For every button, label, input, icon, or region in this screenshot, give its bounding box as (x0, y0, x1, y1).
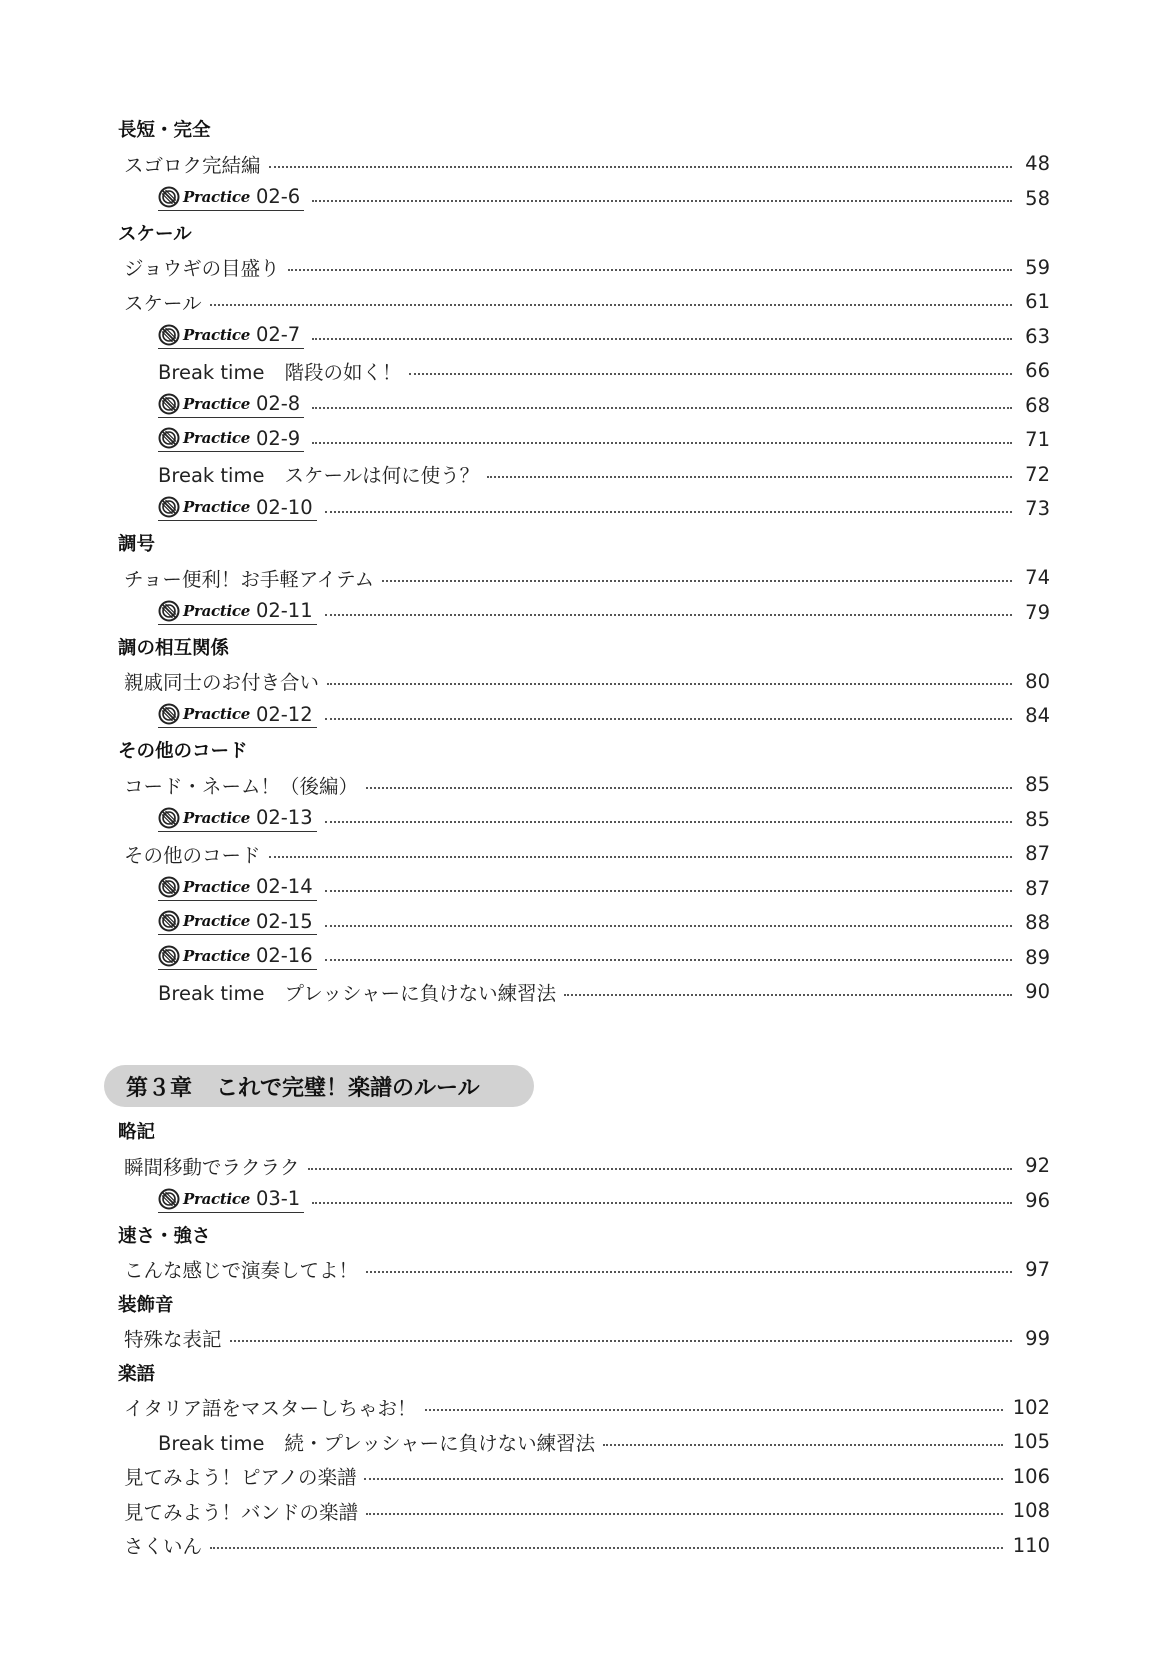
toc-entry[interactable] (118, 1321, 1050, 1356)
page-number: 48 (1025, 152, 1050, 176)
dot-leader (382, 580, 1012, 582)
practice-label (158, 908, 317, 935)
practice-word: Practice (183, 394, 250, 413)
practice-word: Practice (183, 429, 250, 448)
page-number: 80 (1025, 669, 1050, 693)
dot-leader (327, 683, 1012, 685)
practice-note-icon (158, 910, 180, 932)
toc-entry[interactable] (118, 561, 1050, 596)
practice-number: 02-13 (255, 806, 313, 830)
toc-entry-title (158, 598, 325, 627)
toc-section-chapter-2 (118, 112, 1050, 1009)
toc-entry-title (158, 1428, 603, 1456)
page-number: 102 (1012, 1395, 1050, 1419)
practice-number: 02-6 (255, 185, 301, 209)
toc-entry-title: チョー便利！お手軽アイテム (124, 567, 375, 591)
page-number: 85 (1025, 773, 1050, 797)
dot-leader (325, 718, 1012, 720)
toc-practice-entry[interactable] (118, 906, 1050, 941)
chapter-label: 第３章 (126, 1075, 193, 1101)
page-number: 90 (1025, 980, 1050, 1004)
practice-word: Practice (183, 877, 250, 896)
practice-number: 02-7 (255, 323, 301, 347)
dot-leader (425, 1409, 1003, 1411)
practice-number: 02-16 (255, 944, 313, 968)
toc-section-heading: 装飾音 (118, 1294, 174, 1316)
chapter-banner (104, 1065, 534, 1107)
practice-label (158, 322, 304, 349)
practice-number: 02-12 (255, 702, 313, 726)
break-time-label: Break time (158, 464, 265, 488)
practice-number: 02-8 (255, 392, 301, 416)
dot-leader (325, 959, 1012, 961)
practice-word: Practice (183, 946, 250, 965)
dot-leader (366, 787, 1012, 789)
dot-leader (564, 994, 1012, 996)
toc-practice-entry[interactable] (118, 871, 1050, 906)
toc-entry-title: 親戚同士のお付き合い (124, 671, 320, 695)
toc-entry-title (158, 357, 409, 385)
toc-practice-entry[interactable] (118, 319, 1050, 354)
page-number: 79 (1025, 600, 1050, 624)
dot-leader (210, 1547, 1003, 1549)
dot-leader (312, 442, 1012, 444)
toc-entry-title (158, 701, 325, 730)
page-number: 88 (1025, 911, 1050, 935)
dot-leader (308, 1168, 1012, 1170)
practice-note-icon (158, 1188, 180, 1210)
toc-practice-entry[interactable] (118, 802, 1050, 837)
practice-number: 02-15 (255, 909, 313, 933)
toc-entry[interactable] (118, 250, 1050, 285)
toc-entry-title (158, 391, 312, 420)
practice-word: Practice (183, 1189, 250, 1208)
page-number: 73 (1025, 497, 1050, 521)
toc-entry-title (158, 322, 312, 351)
practice-label (158, 1186, 304, 1213)
dot-leader (366, 1513, 1003, 1515)
toc-entry[interactable] (118, 1149, 1050, 1184)
toc-entry-title (158, 1186, 312, 1215)
practice-note-icon (158, 807, 180, 829)
practice-note-icon-graphic (158, 807, 180, 829)
practice-note-icon (158, 324, 180, 346)
toc-section-heading: 速さ・強さ (118, 1225, 211, 1247)
dot-leader (288, 269, 1012, 271)
dot-leader (312, 338, 1012, 340)
toc-break-time-entry[interactable] (118, 1425, 1050, 1460)
dot-leader (312, 1202, 1012, 1204)
toc-entry[interactable] (118, 285, 1050, 320)
toc-entry-title: 見てみよう！バンドの楽譜 (124, 1500, 359, 1524)
dot-leader (487, 476, 1012, 478)
page-number: 66 (1025, 359, 1050, 383)
dot-leader (409, 373, 1012, 375)
practice-note-icon-graphic (158, 496, 180, 518)
page-number: 59 (1025, 255, 1050, 279)
chapter-title: これで完璧！楽譜のルール (216, 1075, 480, 1101)
practice-note-icon (158, 186, 180, 208)
dot-leader (230, 1340, 1012, 1342)
page-number: 63 (1025, 324, 1050, 348)
dot-leader (325, 890, 1012, 892)
practice-note-icon (158, 945, 180, 967)
practice-note-icon (158, 393, 180, 415)
practice-word: Practice (183, 705, 250, 724)
toc-entry[interactable] (118, 1528, 1050, 1563)
toc-entry-title (158, 494, 325, 523)
toc-entry-title: イタリア語をマスターしちゃお！ (124, 1397, 417, 1421)
toc-break-time-entry[interactable] (118, 975, 1050, 1010)
practice-note-icon (158, 703, 180, 725)
practice-note-icon-graphic (158, 876, 180, 898)
break-time-label: Break time (158, 360, 265, 384)
page-number: 96 (1025, 1188, 1050, 1212)
toc-entry[interactable] (118, 768, 1050, 803)
page-number: 105 (1012, 1430, 1050, 1454)
practice-word: Practice (183, 325, 250, 344)
toc-entry-title (158, 805, 325, 834)
practice-note-icon-graphic (158, 393, 180, 415)
dot-leader (269, 856, 1012, 858)
dot-leader (366, 1271, 1012, 1273)
toc-entry-title (158, 908, 325, 937)
practice-note-icon (158, 496, 180, 518)
practice-number: 02-10 (255, 495, 313, 519)
toc-entry-title (158, 943, 325, 972)
toc-practice-entry[interactable] (118, 492, 1050, 527)
toc-entry-title (158, 978, 564, 1006)
toc-entry-title: ジョウギの目盛り (124, 257, 280, 281)
practice-note-icon (158, 600, 180, 622)
toc-entry[interactable] (118, 1459, 1050, 1494)
practice-note-icon-graphic (158, 910, 180, 932)
practice-word: Practice (183, 808, 250, 827)
toc-section-heading: その他のコード (118, 741, 248, 763)
toc-entry-title: コード・ネーム！（後編） (124, 774, 359, 798)
break-time-title: スケールは何に使う？ (284, 464, 480, 488)
toc-entry-title: スゴロク完結編 (124, 153, 261, 177)
practice-note-icon-graphic (158, 945, 180, 967)
practice-note-icon (158, 427, 180, 449)
practice-number: 02-9 (255, 426, 301, 450)
toc-entry-title: 見てみよう！ピアノの楽譜 (124, 1466, 357, 1490)
toc-practice-entry[interactable] (118, 181, 1050, 216)
page-number: 74 (1025, 566, 1050, 590)
toc-entry-title: スケール (124, 291, 202, 315)
practice-note-icon-graphic (158, 427, 180, 449)
dot-leader (325, 925, 1012, 927)
toc-entry-title: その他のコード (124, 843, 261, 867)
toc-section-heading: スケール (118, 223, 192, 245)
toc-section-heading: 略記 (118, 1122, 156, 1144)
dot-leader (603, 1444, 1003, 1446)
toc-entry-title: こんな感じで演奏してよ！ (124, 1259, 359, 1283)
page-number: 110 (1012, 1533, 1050, 1557)
toc-section-heading: 楽語 (118, 1363, 156, 1385)
practice-note-icon-graphic (158, 324, 180, 346)
page-number: 68 (1025, 393, 1050, 417)
practice-label (158, 874, 317, 901)
page-number: 85 (1025, 807, 1050, 831)
page-number: 87 (1025, 842, 1050, 866)
page-number: 84 (1025, 704, 1050, 728)
toc-entry-title (158, 874, 325, 903)
toc-practice-entry[interactable] (118, 699, 1050, 734)
practice-label (158, 805, 317, 832)
practice-word: Practice (183, 601, 250, 620)
dot-leader (210, 304, 1012, 306)
break-time-label: Break time (158, 1431, 265, 1455)
toc-practice-entry[interactable] (118, 423, 1050, 458)
toc-section-heading: 長短・完全 (118, 120, 211, 142)
practice-note-icon-graphic (158, 186, 180, 208)
practice-word: Practice (183, 187, 250, 206)
toc-practice-entry[interactable] (118, 388, 1050, 423)
page-number: 87 (1025, 876, 1050, 900)
toc-entry-title (158, 184, 312, 213)
dot-leader (325, 614, 1012, 616)
page-number: 72 (1025, 462, 1050, 486)
practice-label (158, 598, 317, 625)
toc-section-heading: 調号 (118, 534, 156, 556)
break-time-label: Break time (158, 981, 265, 1005)
practice-note-icon (158, 876, 180, 898)
toc-practice-entry[interactable] (118, 595, 1050, 630)
page-number: 99 (1025, 1326, 1050, 1350)
page-number: 92 (1025, 1154, 1050, 1178)
toc-break-time-entry[interactable] (118, 457, 1050, 492)
dot-leader (364, 1478, 1002, 1480)
toc-section-chapter-3 (118, 1114, 1050, 1563)
page-number: 108 (1012, 1499, 1050, 1523)
toc-break-time-entry[interactable] (118, 354, 1050, 389)
practice-label (158, 494, 317, 521)
page-number: 58 (1025, 186, 1050, 210)
page-number: 97 (1025, 1257, 1050, 1281)
dot-leader (312, 200, 1012, 202)
toc-entry-title (158, 425, 312, 454)
page-number: 106 (1012, 1464, 1050, 1488)
practice-note-icon-graphic (158, 1188, 180, 1210)
dot-leader (325, 511, 1012, 513)
toc-section-heading: 調の相互関係 (118, 637, 230, 659)
toc-entry-title: 瞬間移動でラクラク (124, 1155, 300, 1179)
toc-practice-entry[interactable] (118, 940, 1050, 975)
practice-label (158, 701, 317, 728)
practice-number: 02-11 (255, 599, 313, 623)
toc-entry[interactable] (118, 1252, 1050, 1287)
page-number: 71 (1025, 428, 1050, 452)
break-time-title: プレッシャーに負けない練習法 (284, 981, 557, 1005)
toc-practice-entry[interactable] (118, 1183, 1050, 1218)
practice-note-icon-graphic (158, 600, 180, 622)
break-time-title: 続・プレッシャーに負けない練習法 (284, 1431, 596, 1455)
practice-word: Practice (183, 912, 250, 931)
practice-number: 03-1 (255, 1187, 301, 1211)
toc-entry-title: 特殊な表記 (124, 1328, 222, 1352)
toc-entry[interactable] (118, 664, 1050, 699)
toc-entry[interactable] (118, 1494, 1050, 1529)
page-number: 89 (1025, 945, 1050, 969)
practice-label (158, 943, 317, 970)
dot-leader (325, 821, 1012, 823)
practice-word: Practice (183, 498, 250, 517)
practice-number: 02-14 (255, 875, 313, 899)
toc-entry-title: さくいん (124, 1535, 203, 1559)
page-number: 61 (1025, 290, 1050, 314)
practice-label (158, 425, 304, 452)
toc-entry-title (158, 460, 487, 488)
toc-entry[interactable] (118, 147, 1050, 182)
toc-entry[interactable] (118, 1390, 1050, 1425)
dot-leader (312, 407, 1012, 409)
practice-label (158, 184, 304, 211)
dot-leader (269, 166, 1012, 168)
practice-note-icon-graphic (158, 703, 180, 725)
break-time-title: 階段の如く！ (284, 360, 402, 384)
toc-entry[interactable] (118, 837, 1050, 872)
practice-label (158, 391, 304, 418)
